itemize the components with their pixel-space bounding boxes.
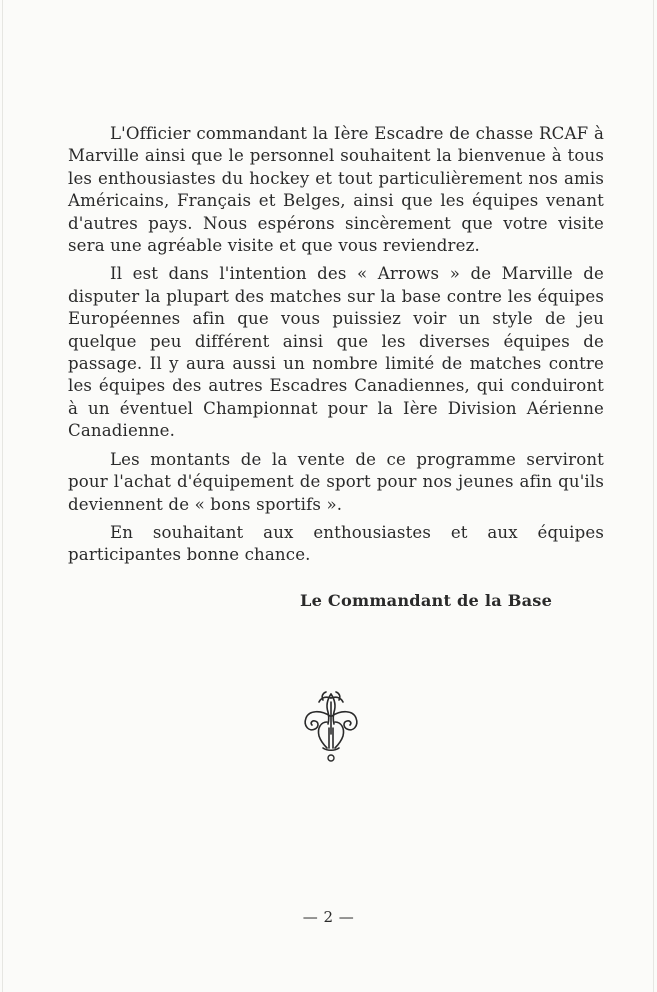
page-number: — 2 — <box>302 908 355 926</box>
fleur-ornament-icon <box>297 688 365 766</box>
paragraph-program-sales: Les montants de la vente de ce programme serviront pour l'achat d'équipement de sport pour nos jeunes afin qu'ils deviennent de « bons sportifs ». <box>68 449 604 514</box>
paragraph-good-luck: En souhaitant aux enthousiastes et aux équipes participantes bonne chance. <box>68 522 604 565</box>
page-edge-left <box>2 0 3 992</box>
letter-body <box>68 123 604 573</box>
page-edge-right <box>653 0 654 992</box>
paragraph-matches: Il est dans l'intention des « Arrows » de Marville de disputer la plupart des matches sur la base contre les équipes Européennes afin que vous puissiez voir un style de jeu quelque peu différent ainsi que les diverses équipes de passage. Il y aura aussi un nombre limité de matches contre les équipes des autres Escadres Canadiennes, qui conduiront à un éventuel Championnat pour la Ière Division Aérienne Canadienne. <box>68 264 604 441</box>
signature: Le Commandant de la Base <box>300 591 553 610</box>
paragraph-welcome: L'Officier commandant la Ière Escadre de chasse RCAF à Marville ainsi que le personnel souhaitent la bienvenue à tous les enthousiastes du hockey et tout particulièrement nos amis Américains, Français et Belges, ainsi que les équipes venant d'autres pays. Nous espérons sincèrement que votre visite sera une agréable visite et que vous reviendrez. <box>68 124 604 256</box>
